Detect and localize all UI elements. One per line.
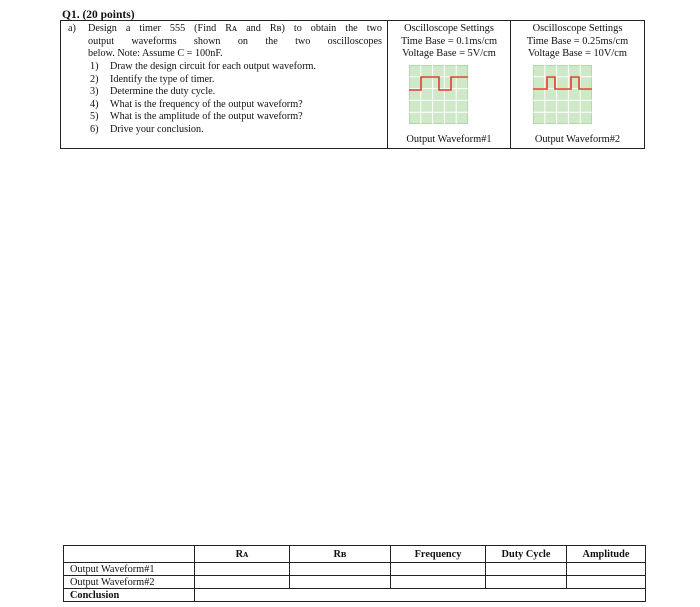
part-line: output waveforms shown on the two oscilloscopes xyxy=(88,35,382,47)
cell-conclusion[interactable] xyxy=(195,589,646,602)
cell-frequency[interactable] xyxy=(391,563,486,576)
question-title: Q1. (20 points) xyxy=(62,9,135,21)
table-row xyxy=(64,589,646,602)
scope1-time-base: Time Base = 0.1ms/cm xyxy=(400,35,498,47)
scope2-time-base: Time Base = 0.25ms/cm xyxy=(526,35,629,47)
cell-ra[interactable] xyxy=(195,576,290,589)
scope1-screen xyxy=(409,65,468,124)
cell-ra[interactable] xyxy=(195,563,290,576)
scope1-voltage-base: Voltage Base = 5V/cm xyxy=(402,48,496,60)
header-frequency: Frequency xyxy=(391,546,486,563)
cell-frequency[interactable] xyxy=(391,576,486,589)
part-description xyxy=(88,23,382,61)
row-label: Output Waveform#2 xyxy=(64,576,195,589)
header-duty-cycle: Duty Cycle xyxy=(486,546,567,563)
header-rb: Rʙ xyxy=(290,546,391,563)
header-empty xyxy=(64,546,195,563)
scope2-heading: Oscilloscope Settings xyxy=(532,23,623,34)
scope2-cell xyxy=(511,21,644,148)
results-table xyxy=(63,545,646,602)
cell-amplitude[interactable] xyxy=(567,576,646,589)
cell-rb[interactable] xyxy=(290,576,391,589)
scope1-caption: Output Waveform#1 xyxy=(406,134,492,145)
row-label: Conclusion xyxy=(64,589,195,602)
scope2-settings xyxy=(511,23,644,61)
scope1-heading: Oscilloscope Settings xyxy=(404,23,494,34)
scope1-settings xyxy=(388,23,510,61)
header-amplitude: Amplitude xyxy=(567,546,646,563)
scope2-voltage-base: Voltage Base = 10V/cm xyxy=(528,48,627,60)
cell-duty-cycle[interactable] xyxy=(486,563,567,576)
scope2-caption: Output Waveform#2 xyxy=(534,134,621,145)
cell-amplitude[interactable] xyxy=(567,563,646,576)
cell-rb[interactable] xyxy=(290,563,391,576)
header-ra: Rᴀ xyxy=(195,546,290,563)
question-table xyxy=(60,20,645,149)
scope2-screen xyxy=(533,65,592,124)
part-label: a) xyxy=(68,23,76,34)
part-line: Design a timer 555 (Find Rᴀ and Rʙ) to obtain the two xyxy=(88,23,382,34)
part-line: below. Note: Assume C = 100nF. xyxy=(88,48,223,60)
question-cell: a) Design a timer 555 (Find Rᴀ and Rʙ) to obtain the two output waveforms shown on the two oscilloscopes below. Note: Assume C = 100nF. 1) Draw the design circuit for each output waveform. 2) Identify the type of timer. 3) Determine the duty cycle. 4) What is the frequency of the output waveform? 5) What is the amplitude of the output waveform? 6) Drive your conclusion. xyxy=(61,21,388,148)
scope1-cell xyxy=(388,21,511,148)
cell-duty-cycle[interactable] xyxy=(486,576,567,589)
results-header-row xyxy=(64,546,646,563)
table-row xyxy=(64,576,646,589)
row-label: Output Waveform#1 xyxy=(64,563,195,576)
table-row xyxy=(64,563,646,576)
